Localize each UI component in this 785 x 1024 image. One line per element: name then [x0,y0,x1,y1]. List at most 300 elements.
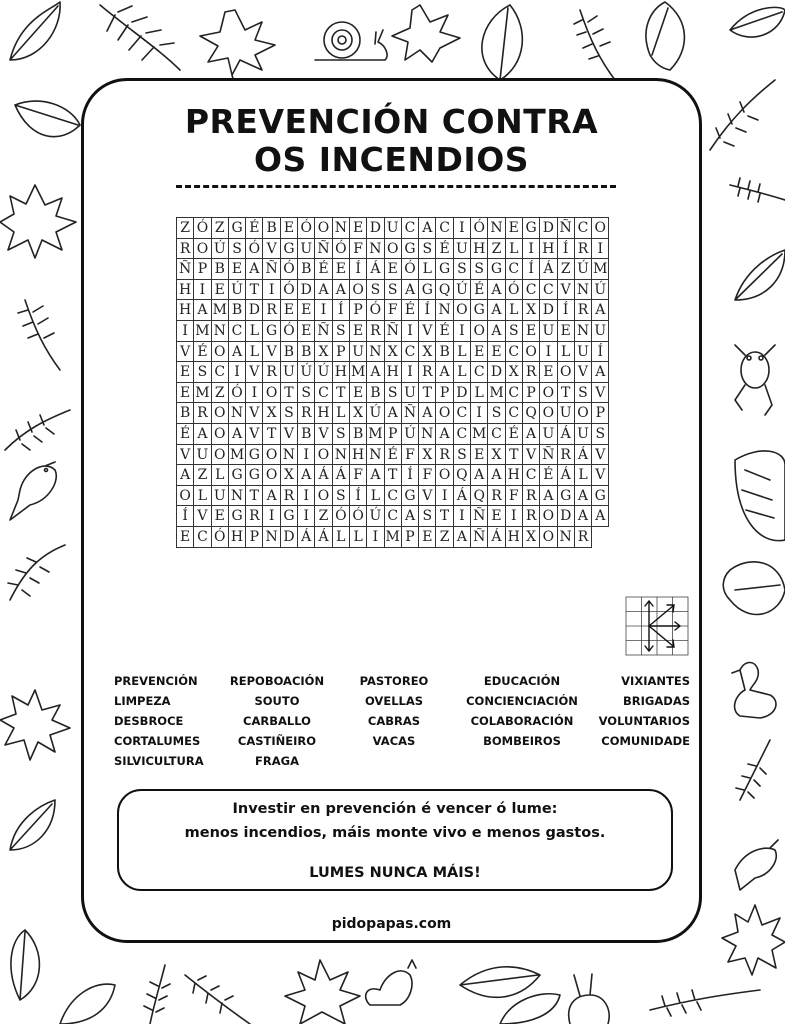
grid-cell: C [315,383,332,404]
grid-cell: Á [454,486,471,507]
grid-cell: Á [298,527,315,548]
word-column-4 [454,671,590,751]
grid-cell: O [558,362,575,383]
grid-cell: H [177,300,194,321]
worksheet-card [81,78,702,943]
grid-cell: Í [333,300,350,321]
grid-cell: S [454,259,471,280]
grid-cell: G [558,486,575,507]
grid-cell: É [471,280,488,301]
grid-cell: X [385,342,402,363]
grid-cell: O [540,506,557,527]
fern-icon [18,300,60,370]
grid-cell: R [246,506,263,527]
grid-cell: A [488,465,505,486]
grid-cell: O [212,424,229,445]
word-column-2 [222,671,332,771]
grid-cell: N [281,445,298,466]
grid-cell: B [229,300,246,321]
grid-cell: É [385,445,402,466]
grid-cell: R [419,362,436,383]
grid-cell: N [229,403,246,424]
word-item: VOLUNTARIOS [598,714,690,728]
grid-cell: H [385,362,402,383]
fern-icon [144,965,170,1024]
grid-cell: U [350,342,367,363]
grid-cell: C [540,280,557,301]
grid-cell: A [229,342,246,363]
grid-cell: Í [177,506,194,527]
word-item: BRIGADAS [623,694,690,708]
grid-cell: R [436,445,453,466]
grid-cell: Í [523,259,540,280]
grid-cell: M [350,362,367,383]
grid-cell: Ó [246,239,263,260]
grid-cell: N [558,527,575,548]
grid-cell: O [212,403,229,424]
grid-cell: S [471,259,488,280]
grid-cell: O [540,403,557,424]
grid-cell: S [506,321,523,342]
grid-cell: R [575,239,592,260]
grid-cell: A [575,506,592,527]
grid-cell: L [212,465,229,486]
grid-cell: U [194,445,211,466]
grid-cell: Q [436,280,453,301]
grid-cell: T [246,280,263,301]
grid-cell: A [263,486,280,507]
grid-cell: Q [471,486,488,507]
grid-cell: C [471,362,488,383]
grid-cell: Ú [454,280,471,301]
maple-leaf-icon [0,185,76,258]
word-item: VACAS [372,734,416,748]
grid-cell: U [385,218,402,239]
grid-cell: A [540,486,557,507]
grid-cell: C [506,259,523,280]
grid-cell: E [333,259,350,280]
grid-cell: N [263,527,280,548]
grid-cell: Ñ [540,445,557,466]
grid-cell: E [350,383,367,404]
grid-cell: I [454,218,471,239]
grid-cell: Ú [575,259,592,280]
grid-cell: Ó [298,218,315,239]
grid-cell: Ú [229,280,246,301]
fern-icon [8,545,65,600]
grid-cell: O [385,239,402,260]
grid-cell: M [212,300,229,321]
grid-cell: F [506,486,523,507]
grid-cell: F [419,465,436,486]
grid-cell: R [488,486,505,507]
grid-cell: E [385,259,402,280]
grid-cell: R [367,321,384,342]
grid-cell: O [194,239,211,260]
grid-cell: C [385,486,402,507]
grid-cell: V [575,362,592,383]
grid-cell: L [333,527,350,548]
grid-cell: H [540,239,557,260]
grid-cell: R [523,486,540,507]
grid-cell: Ú [367,403,384,424]
grid-cell: A [333,280,350,301]
grid-cell: E [281,218,298,239]
grid-cell: S [454,445,471,466]
grid-cell: B [298,259,315,280]
word-column-5 [588,671,690,751]
grid-cell: S [298,383,315,404]
grid-cell: R [298,403,315,424]
grid-cell: H [333,362,350,383]
grid-cell: H [177,280,194,301]
grid-cell: U [454,239,471,260]
grid-cell: É [506,424,523,445]
grid-cell: M [194,321,211,342]
grid-cell: R [558,445,575,466]
grid-cell: C [212,362,229,383]
grid-cell: G [488,259,505,280]
leaf-icon [10,2,60,60]
grid-cell: M [488,383,505,404]
grid-cell: G [419,280,436,301]
grid-cell: S [385,280,402,301]
grid-cell: E [471,342,488,363]
grid-cell: E [298,300,315,321]
grid-cell: V [246,424,263,445]
grid-cell: A [194,300,211,321]
grid-cell: R [177,239,194,260]
grid-cell: V [177,445,194,466]
grid-cell: Ó [194,218,211,239]
leaf-icon [460,967,540,998]
grid-cell: É [246,218,263,239]
grid-cell: E [350,218,367,239]
grid-cell: S [419,506,436,527]
grid-cell: A [592,506,609,527]
grid-cell: D [454,383,471,404]
grid-cell: É [540,465,557,486]
grid-cell: E [177,383,194,404]
grid-cell: U [281,362,298,383]
grid-cell: Z [488,239,505,260]
grid-cell: U [540,321,557,342]
grid-cell: C [402,342,419,363]
word-search-grid [176,217,609,548]
grid-cell: E [298,321,315,342]
grid-cell: X [350,403,367,424]
grid-cell: C [454,403,471,424]
grid-cell: U [575,424,592,445]
grid-cell: L [506,239,523,260]
page-subtitle: OS INCENDIOS [253,140,530,179]
grid-cell: T [436,506,453,527]
grid-cell: Q [454,465,471,486]
grid-cell: Ú [402,424,419,445]
maple-leaf-icon [392,5,460,62]
grid-cell: V [177,342,194,363]
grid-cell: D [540,218,557,239]
fern-icon [736,740,770,800]
word-item: REPOBOACIÓN [229,674,325,688]
grid-cell: L [194,486,211,507]
grid-cell: G [592,486,609,507]
grid-cell: V [263,239,280,260]
grid-cell: X [419,445,436,466]
grid-cell: I [523,239,540,260]
grid-cell: A [385,403,402,424]
duck-icon [732,663,776,719]
word-item: PASTOREO [359,674,429,688]
grid-cell: P [350,300,367,321]
bird-icon [735,840,778,890]
grid-cell: U [402,383,419,404]
grid-cell: E [281,300,298,321]
leaf-icon [10,800,55,850]
grid-cell: C [506,383,523,404]
grid-cell: Ñ [177,259,194,280]
grid-cell: L [333,403,350,424]
grid-cell: N [367,342,384,363]
grid-cell: A [488,300,505,321]
word-item: SILVICULTURA [114,754,204,768]
grid-cell: Á [315,465,332,486]
grid-cell: A [419,403,436,424]
grid-cell: G [402,486,419,507]
grid-cell: V [419,486,436,507]
word-item: VIXIANTES [621,674,690,688]
grid-cell: A [488,321,505,342]
grid-cell: Z [558,259,575,280]
grid-cell: D [246,300,263,321]
grid-cell: M [592,259,609,280]
grid-cell: Ó [402,259,419,280]
grid-cell: G [281,239,298,260]
grid-cell: H [506,527,523,548]
grid-cell: I [506,506,523,527]
grid-cell: U [575,342,592,363]
grid-cell: R [263,300,280,321]
page-title: PREVENCIÓN CONTRA [184,102,599,141]
grid-cell: Á [315,527,332,548]
grid-cell: Ñ [263,259,280,280]
grid-cell: G [436,259,453,280]
grid-cell: Ñ [402,403,419,424]
grid-cell: S [385,383,402,404]
grid-cell: P [402,527,419,548]
fern-icon [5,410,70,450]
grid-cell: A [298,465,315,486]
grid-cell: A [315,280,332,301]
grid-cell: Z [177,218,194,239]
grid-cell: C [436,218,453,239]
grid-cell: R [523,362,540,383]
grid-cell: R [281,486,298,507]
grid-cell: G [229,506,246,527]
grid-cell: B [298,424,315,445]
grid-cell: X [281,465,298,486]
grid-cell: D [298,280,315,301]
grid-cell: X [523,527,540,548]
word-item: LIMPEZA [114,694,171,708]
grid-cell: S [419,239,436,260]
grid-cell: É [436,239,453,260]
grid-cell: E [540,362,557,383]
grid-cell: A [523,424,540,445]
word-item: EDUCACIÓN [483,674,561,688]
grid-cell: Ó [506,280,523,301]
grid-cell: I [454,321,471,342]
grid-cell: L [558,342,575,363]
grid-cell: D [558,506,575,527]
grid-cell: Á [333,465,350,486]
grid-cell: I [592,239,609,260]
word-item: CASTIÑEIRO [237,734,317,748]
grid-cell: V [246,362,263,383]
grid-cell: A [194,424,211,445]
grid-cell: S [592,424,609,445]
grid-cell: X [419,342,436,363]
leaf-icon [735,250,785,300]
grid-cell: Ú [367,506,384,527]
word-item: PREVENCIÓN [114,674,198,688]
grid-cell: B [436,342,453,363]
grid-cell: C [506,342,523,363]
grid-cell: S [333,424,350,445]
grid-cell: G [281,506,298,527]
grid-cell: D [540,300,557,321]
grid-cell: V [592,465,609,486]
grid-cell: B [177,403,194,424]
grid-cell: Ó [229,383,246,404]
grid-cell: T [246,486,263,507]
word-item: BOMBEIROS [483,734,561,748]
grid-cell: C [385,506,402,527]
grid-cell: F [385,300,402,321]
word-item: FRAGA [255,754,299,768]
grid-cell: R [263,362,280,383]
grid-cell: O [263,445,280,466]
grid-cell: P [194,259,211,280]
grid-cell: I [298,486,315,507]
grid-cell: A [488,280,505,301]
monstera-leaf-icon [735,451,785,541]
grid-cell: V [419,321,436,342]
grid-cell: O [315,445,332,466]
grid-cell: E [350,321,367,342]
grid-cell: D [488,362,505,383]
grid-cell: P [246,527,263,548]
message-slogan: LUMES NUNCA MÁIS! [309,865,481,881]
grid-cell: U [558,403,575,424]
grid-cell: Ó [281,321,298,342]
grid-cell: A [367,465,384,486]
grid-cell: S [488,403,505,424]
grid-cell: V [315,424,332,445]
grid-cell: I [246,383,263,404]
grid-cell: C [402,218,419,239]
grid-cell: Í [592,342,609,363]
grid-cell: Z [212,383,229,404]
monstera-leaf-icon [723,562,785,615]
grid-cell: E [229,259,246,280]
grid-cell: Ñ [471,506,488,527]
grid-cell: O [436,403,453,424]
grid-cell: L [454,342,471,363]
grid-cell: O [177,486,194,507]
grid-cell: X [488,445,505,466]
grid-cell: Ñ [385,321,402,342]
grid-cell: Ñ [471,527,488,548]
grid-cell: I [367,527,384,548]
grid-cell: S [229,239,246,260]
grid-cell: T [263,424,280,445]
grid-cell: Ú [298,362,315,383]
grid-cell: Q [523,403,540,424]
grid-cell: L [350,527,367,548]
grid-cell: L [471,383,488,404]
grid-cell: V [523,445,540,466]
grid-cell: O [471,321,488,342]
grid-cell: C [454,424,471,445]
word-list [96,671,696,771]
grid-cell: X [315,342,332,363]
grid-cell: C [523,465,540,486]
grid-cell: L [506,300,523,321]
grid-cell: Ó [281,280,298,301]
grid-cell: I [540,342,557,363]
grid-cell: C [575,218,592,239]
grid-cell: O [350,280,367,301]
hen-icon [366,960,416,1005]
grid-cell: Z [194,465,211,486]
grid-cell: Ñ [315,321,332,342]
grid-cell: V [592,445,609,466]
grid-cell: Í [350,259,367,280]
dashed-divider [176,185,616,188]
grid-cell: Ú [592,280,609,301]
grid-cell: Ó [333,239,350,260]
grid-cell: V [194,506,211,527]
word-item: CONCIENCIACIÓN [466,694,578,708]
grid-cell: H [315,403,332,424]
grid-cell: E [212,280,229,301]
grid-cell: O [263,465,280,486]
grid-cell: C [488,424,505,445]
grid-cell: F [402,445,419,466]
grid-cell: B [298,342,315,363]
grid-cell: Ñ [315,239,332,260]
grid-cell: H [229,527,246,548]
grid-cell: G [229,218,246,239]
grid-cell: U [298,239,315,260]
grid-cell: O [212,445,229,466]
grid-cell: V [281,424,298,445]
leaf-icon [500,994,560,1024]
grid-cell: N [333,218,350,239]
leaf-icon [730,7,785,37]
grid-cell: É [177,424,194,445]
message-box [117,789,673,891]
fern-icon [574,10,615,80]
grid-cell: Í [402,465,419,486]
grid-cell: I [436,486,453,507]
grid-cell: T [333,383,350,404]
grid-cell: Ó [281,259,298,280]
grid-cell: P [436,383,453,404]
grid-cell: G [246,445,263,466]
grid-cell: G [471,300,488,321]
